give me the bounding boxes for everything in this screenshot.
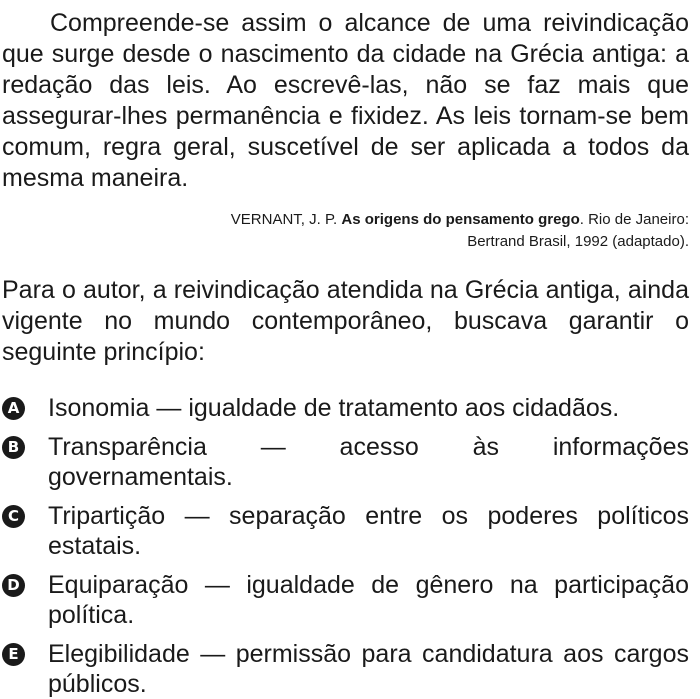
citation-publisher-line1: . Rio de Janeiro: [579, 211, 689, 228]
option-c-text: Tripartição — separação entre os poderes políticos estatais. [48, 502, 689, 560]
citation-author: VERNANT, J. P. [230, 211, 342, 228]
question-text: Para o autor, a reivindicação atendida na Grécia antiga, ainda vigente no mundo contemporâneo, buscava garantir o seguinte princípio: [2, 276, 689, 366]
option-a-letter-badge: A [2, 397, 25, 420]
citation [2, 209, 689, 253]
citation-publisher-line2: Bertrand Brasil, 1992 (adaptado). [467, 233, 689, 250]
option-e-letter-badge: E [2, 643, 25, 666]
option-d-letter-badge: D [2, 574, 25, 597]
option-a[interactable] [2, 393, 689, 423]
option-d-text: Equiparação — igualdade de gênero na participação política. [48, 571, 689, 629]
option-b[interactable] [2, 432, 689, 492]
citation-book-title: As origens do pensamento grego [341, 211, 580, 228]
option-d[interactable] [2, 570, 689, 630]
option-c[interactable] [2, 501, 689, 561]
option-b-text: Transparência — acesso às informações governamentais. [48, 433, 689, 491]
option-c-letter-badge: C [2, 505, 25, 528]
option-e-text: Elegibilidade — permissão para candidatura aos cargos públicos. [48, 640, 689, 698]
answer-options [2, 393, 689, 699]
option-a-text: Isonomia — igualdade de tratamento aos cidadãos. [48, 394, 620, 422]
option-b-letter-badge: B [2, 436, 25, 459]
passage-text: Compreende-se assim o alcance de uma reivindicação que surge desde o nascimento da cidade na Grécia antiga: a redação das leis. Ao escrevê-las, não se faz mais que assegurar-lhes permanência e fixidez. As leis tornam-se bem comum, regra geral, suscetível de ser aplicada a todos da mesma maneira. [2, 9, 689, 192]
option-e[interactable] [2, 639, 689, 699]
